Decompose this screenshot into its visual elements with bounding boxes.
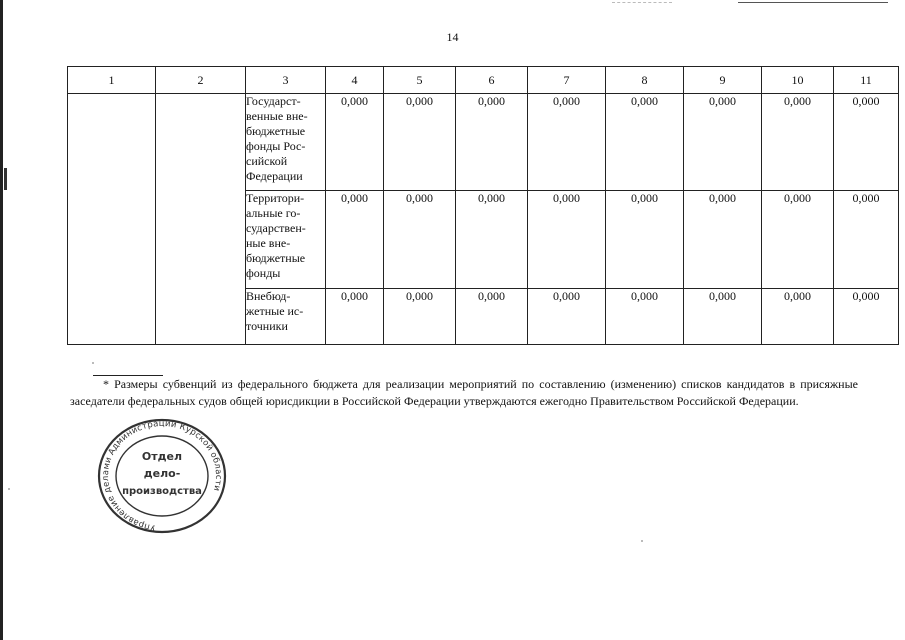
value-cell: 0,000	[456, 191, 528, 289]
source-line: бюджетные	[246, 251, 306, 265]
value-cell: 0,000	[528, 289, 606, 345]
office-stamp	[96, 416, 228, 534]
header-cell: 9	[684, 67, 762, 94]
header-cell: 1	[68, 67, 156, 94]
value-cell: 0,000	[606, 191, 684, 289]
scan-left-edge	[0, 0, 3, 640]
stamp-center-line: Отдел	[141, 450, 183, 463]
header-cell: 6	[456, 67, 528, 94]
value-cell: 0,000	[326, 191, 384, 289]
budget-table	[67, 66, 899, 345]
value-cell: 0,000	[456, 94, 528, 191]
header-cell: 10	[762, 67, 834, 94]
source-cell	[246, 289, 326, 345]
value-cell: 0,000	[326, 289, 384, 345]
source-line: Государст-	[246, 94, 301, 108]
col2-merged-cell	[156, 94, 246, 345]
stamp-center-line: дело-	[143, 467, 181, 480]
value-cell: 0,000	[684, 94, 762, 191]
source-line: фонды	[246, 266, 281, 280]
scan-binding-mark	[4, 168, 7, 190]
source-line: сийской	[246, 154, 288, 168]
stamp-center-line: производства	[122, 486, 202, 497]
scan-speck	[8, 488, 10, 490]
scan-speck	[641, 540, 643, 542]
value-cell: 0,000	[326, 94, 384, 191]
top-dash	[612, 2, 672, 4]
source-line: альные го-	[246, 206, 301, 220]
source-line: венные вне-	[246, 109, 308, 123]
header-cell: 7	[528, 67, 606, 94]
page-number: 14	[446, 30, 459, 44]
col1-merged-cell	[68, 94, 156, 345]
header-cell: 8	[606, 67, 684, 94]
value-cell: 0,000	[384, 94, 456, 191]
stamp-ring-text: Управление делами Администрации Курской области	[100, 418, 224, 533]
source-cell	[246, 94, 326, 191]
source-line: жетные ис-	[246, 304, 304, 318]
source-cell	[246, 191, 326, 289]
header-cell: 2	[156, 67, 246, 94]
value-cell: 0,000	[384, 289, 456, 345]
value-cell: 0,000	[762, 289, 834, 345]
top-rule	[738, 2, 888, 3]
source-line: Федерации	[246, 169, 303, 183]
source-line: Внебюд-	[246, 289, 291, 303]
source-line: бюджетные	[246, 124, 306, 138]
value-cell: 0,000	[834, 289, 899, 345]
table-row	[68, 94, 899, 191]
value-cell: 0,000	[762, 94, 834, 191]
source-line: сударствен-	[246, 221, 306, 235]
value-cell: 0,000	[606, 94, 684, 191]
value-cell: 0,000	[528, 94, 606, 191]
value-cell: 0,000	[384, 191, 456, 289]
value-cell: 0,000	[762, 191, 834, 289]
value-cell: 0,000	[834, 94, 899, 191]
value-cell: 0,000	[606, 289, 684, 345]
source-line: точники	[246, 319, 288, 333]
value-cell: 0,000	[456, 289, 528, 345]
header-cell: 4	[326, 67, 384, 94]
header-cell: 5	[384, 67, 456, 94]
value-cell: 0,000	[834, 191, 899, 289]
source-line: фонды Рос-	[246, 139, 306, 153]
footnote-text: * Размеры субвенций из федерального бюджета для реализации мероприятий по составлению (изменению) списков кандидатов в присяжные заседатели федеральных судов общей юрисдикции в Российской Федерации утверждаются ежегодно Правительством Российской Федерации.	[70, 377, 858, 408]
value-cell: 0,000	[684, 289, 762, 345]
source-line: Территори-	[246, 191, 305, 205]
value-cell: 0,000	[528, 191, 606, 289]
source-line: ные вне-	[246, 236, 291, 250]
table-header-row	[68, 67, 899, 94]
scan-speck	[92, 362, 94, 364]
header-cell: 3	[246, 67, 326, 94]
value-cell: 0,000	[684, 191, 762, 289]
header-cell: 11	[834, 67, 899, 94]
